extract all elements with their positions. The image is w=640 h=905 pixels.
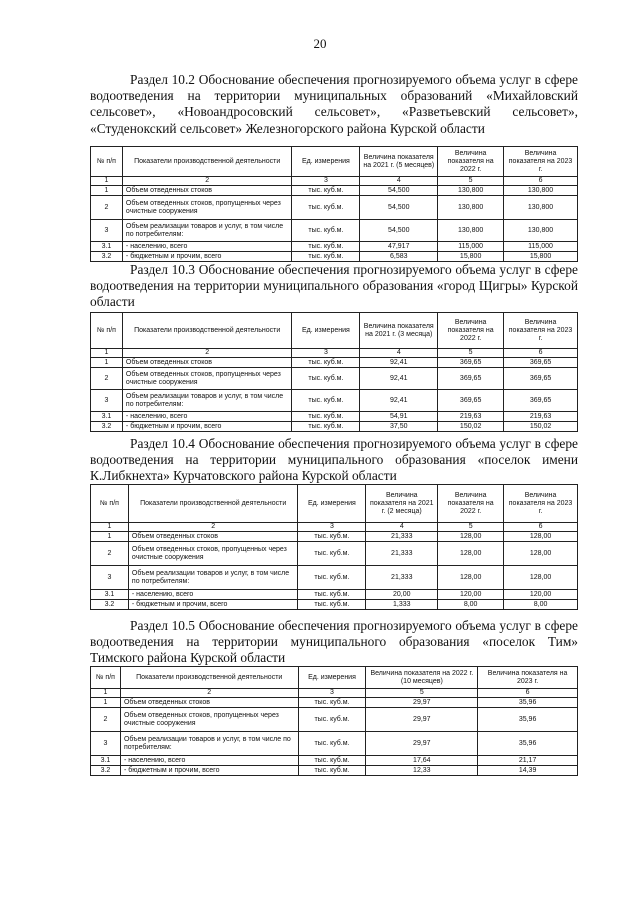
cell: 29,97 [366, 732, 478, 756]
col-number: 6 [504, 177, 578, 186]
cell: 369,65 [504, 358, 578, 368]
table-row [91, 196, 578, 220]
col-header: Величина показателя на 2023 г. [478, 667, 578, 689]
cell: 92,41 [360, 368, 438, 390]
cell: 130,800 [504, 220, 578, 242]
cell: 150,02 [504, 422, 578, 432]
cell: 3 [91, 220, 123, 242]
cell: 115,000 [504, 242, 578, 252]
cell: 29,97 [366, 698, 478, 708]
page-number: 20 [313, 36, 327, 51]
cell: тыс. куб.м. [292, 390, 360, 412]
col-header: Величина показателя на 2022 г. [438, 485, 504, 523]
col-number: 1 [91, 523, 129, 532]
cell: 21,17 [478, 756, 578, 766]
cell: 1 [91, 532, 129, 542]
col-header: Ед. измерения [292, 313, 360, 349]
col-number: 2 [122, 177, 292, 186]
col-number: 5 [366, 689, 478, 698]
cell: тыс. куб.м. [292, 422, 360, 432]
cell: 35,96 [478, 732, 578, 756]
col-number: 1 [91, 349, 123, 358]
table-row [91, 358, 578, 368]
cell: тыс. куб.м. [292, 220, 360, 242]
col-number: 1 [91, 689, 121, 698]
cell: 54,500 [360, 220, 438, 242]
cell: - бюджетным и прочим, всего [128, 600, 298, 610]
cell: Объем отведенных стоков [122, 358, 292, 368]
cell: 130,800 [438, 186, 504, 196]
table-row [91, 242, 578, 252]
cell: 29,97 [366, 708, 478, 732]
cell: 128,00 [504, 532, 578, 542]
cell: 115,000 [438, 242, 504, 252]
cell: тыс. куб.м. [292, 252, 360, 262]
cell: тыс. куб.м. [298, 532, 366, 542]
cell: 17,64 [366, 756, 478, 766]
col-header: № п/п [91, 313, 123, 349]
col-header: Ед. измерения [298, 667, 366, 689]
col-header: Величина показателя на 2021 г. (3 месяца) [360, 313, 438, 349]
cell: Объем отведенных стоков [122, 186, 292, 196]
cell: 2 [91, 542, 129, 566]
cell: 14,39 [478, 766, 578, 776]
cell: 369,65 [438, 358, 504, 368]
col-number: 6 [504, 349, 578, 358]
cell: 369,65 [504, 368, 578, 390]
table-10-2 [90, 146, 578, 262]
cell: тыс. куб.м. [298, 708, 366, 732]
cell: тыс. куб.м. [292, 196, 360, 220]
cell: 8,00 [504, 600, 578, 610]
cell: 369,65 [438, 390, 504, 412]
cell: 1 [91, 358, 123, 368]
col-header: Величина показателя на 2023 г. [504, 485, 578, 523]
cell: Объем отведенных стоков, пропущенных через очистные сооружения [122, 368, 292, 390]
cell: 21,333 [366, 542, 438, 566]
section-10-4-heading: Раздел 10.4 Обоснование обеспечения прогнозируемого объема услуг в сфере водоотведения на территории муниципального образования «поселок имени К.Либкнехта» Курчатовского района Курской области [90, 436, 578, 484]
cell: 2 [91, 196, 123, 220]
cell: - бюджетным и прочим, всего [122, 422, 292, 432]
cell: тыс. куб.м. [298, 766, 366, 776]
table-row [91, 252, 578, 262]
cell: тыс. куб.м. [292, 242, 360, 252]
section-10-3-heading: Раздел 10.3 Обоснование обеспечения прогнозируемого объема услуг в сфере водоотведения на территории муниципального образования «город Щигры» Курской области [90, 262, 578, 310]
col-header: Величина показателя на 2021 г. (5 месяцев) [360, 147, 438, 177]
cell: тыс. куб.м. [298, 566, 366, 590]
cell: 128,00 [438, 542, 504, 566]
cell: тыс. куб.м. [298, 542, 366, 566]
col-number: 3 [298, 523, 366, 532]
cell: 2 [91, 368, 123, 390]
cell: 130,800 [438, 220, 504, 242]
cell: 130,800 [504, 186, 578, 196]
cell: 130,800 [504, 196, 578, 220]
table-row [91, 542, 578, 566]
col-number: 6 [504, 523, 578, 532]
col-number: 5 [438, 177, 504, 186]
cell: Объем отведенных стоков, пропущенных через очистные сооружения [128, 542, 298, 566]
cell: - населению, всего [122, 242, 292, 252]
col-header: Показатели производственной деятельности [122, 147, 292, 177]
cell: тыс. куб.м. [292, 186, 360, 196]
col-number: 4 [360, 349, 438, 358]
cell: тыс. куб.м. [292, 368, 360, 390]
table-row [91, 368, 578, 390]
table-row [91, 756, 578, 766]
section-10-2-heading: Раздел 10.2 Обоснование обеспечения прогнозируемого объема услуг в сфере водоотведения на территории муниципальных образований «Михайловский сельсовет», «Новоандросовский сельсовет», «Разветьевский сельсовет», «Студенокский сельсовет» Железногорского района Курской области [90, 72, 578, 136]
col-header: Величина показателя на 2022 г. [438, 313, 504, 349]
col-number: 3 [292, 177, 360, 186]
cell: 15,800 [504, 252, 578, 262]
cell: тыс. куб.м. [298, 600, 366, 610]
cell: Объем реализации товаров и услуг, в том числе по потребителям: [120, 732, 298, 756]
col-header: № п/п [91, 667, 121, 689]
cell: 12,33 [366, 766, 478, 776]
table-10-3 [90, 312, 578, 432]
col-number: 2 [128, 523, 298, 532]
cell: 3 [91, 566, 129, 590]
cell: 15,800 [438, 252, 504, 262]
cell: Объем отведенных стоков, пропущенных через очистные сооружения [120, 708, 298, 732]
cell: 3.2 [91, 766, 121, 776]
cell: 37,50 [360, 422, 438, 432]
cell: 3 [91, 732, 121, 756]
cell: 128,00 [504, 542, 578, 566]
cell: 128,00 [504, 566, 578, 590]
cell: 3.1 [91, 590, 129, 600]
cell: - населению, всего [128, 590, 298, 600]
cell: Объем отведенных стоков, пропущенных через очистные сооружения [122, 196, 292, 220]
col-number: 4 [366, 523, 438, 532]
cell: 3.1 [91, 242, 123, 252]
table-row [91, 732, 578, 756]
cell: 92,41 [360, 358, 438, 368]
col-header: Величина показателя на 2023 г. [504, 313, 578, 349]
cell: Объем реализации товаров и услуг, в том числе по потребителям: [128, 566, 298, 590]
cell: 3.2 [91, 422, 123, 432]
cell: 54,500 [360, 186, 438, 196]
col-number: 5 [438, 349, 504, 358]
cell: 369,65 [504, 390, 578, 412]
table-row [91, 600, 578, 610]
cell: - бюджетным и прочим, всего [120, 766, 298, 776]
cell: Объем отведенных стоков [120, 698, 298, 708]
cell: 120,00 [438, 590, 504, 600]
cell: тыс. куб.м. [292, 412, 360, 422]
cell: 219,63 [504, 412, 578, 422]
col-header: Величина показателя на 2022 г. [438, 147, 504, 177]
cell: - населению, всего [122, 412, 292, 422]
table-row [91, 390, 578, 412]
cell: тыс. куб.м. [298, 698, 366, 708]
col-number: 3 [298, 689, 366, 698]
col-header: Ед. измерения [292, 147, 360, 177]
cell: тыс. куб.м. [292, 358, 360, 368]
table-10-5 [90, 666, 578, 776]
cell: 3 [91, 390, 123, 412]
cell: 54,91 [360, 412, 438, 422]
section-10-5-heading: Раздел 10.5 Обоснование обеспечения прогнозируемого объема услуг в сфере водоотведения на территории муниципального образования «поселок Тим» Тимского района Курской области [90, 618, 578, 666]
cell: 120,00 [504, 590, 578, 600]
col-header: Показатели производственной деятельности [128, 485, 298, 523]
cell: тыс. куб.м. [298, 590, 366, 600]
table-row [91, 708, 578, 732]
cell: тыс. куб.м. [298, 756, 366, 766]
table-10-4 [90, 484, 578, 610]
cell: 35,96 [478, 698, 578, 708]
cell: 54,500 [360, 196, 438, 220]
cell: 92,41 [360, 390, 438, 412]
cell: 150,02 [438, 422, 504, 432]
table-row [91, 220, 578, 242]
cell: 3.1 [91, 412, 123, 422]
cell: 1,333 [366, 600, 438, 610]
cell: 219,63 [438, 412, 504, 422]
cell: 1 [91, 698, 121, 708]
cell: 21,333 [366, 532, 438, 542]
cell: 128,00 [438, 566, 504, 590]
cell: 2 [91, 708, 121, 732]
col-header: Показатели производственной деятельности [120, 667, 298, 689]
cell: 3.1 [91, 756, 121, 766]
col-number: 3 [292, 349, 360, 358]
cell: 35,96 [478, 708, 578, 732]
table-row [91, 566, 578, 590]
cell: Объем отведенных стоков [128, 532, 298, 542]
cell: тыс. куб.м. [298, 732, 366, 756]
cell: Объем реализации товаров и услуг, в том числе по потребителям: [122, 390, 292, 412]
col-header: Величина показателя на 2023 г. [504, 147, 578, 177]
col-number: 4 [360, 177, 438, 186]
table-row [91, 698, 578, 708]
cell: 47,917 [360, 242, 438, 252]
cell: 3.2 [91, 600, 129, 610]
table-row [91, 590, 578, 600]
cell: - бюджетным и прочим, всего [122, 252, 292, 262]
cell: 3.2 [91, 252, 123, 262]
table-row [91, 532, 578, 542]
table-row [91, 412, 578, 422]
col-header: Показатели производственной деятельности [122, 313, 292, 349]
cell: 21,333 [366, 566, 438, 590]
col-header: Величина показателя на 2021 г. (2 месяца) [366, 485, 438, 523]
col-number: 2 [122, 349, 292, 358]
table-row [91, 186, 578, 196]
col-header: № п/п [91, 147, 123, 177]
cell: - населению, всего [120, 756, 298, 766]
cell: 369,65 [438, 368, 504, 390]
col-number: 1 [91, 177, 123, 186]
col-header: Величина показателя на 2022 г. (10 месяцев) [366, 667, 478, 689]
cell: Объем реализации товаров и услуг, в том числе по потребителям: [122, 220, 292, 242]
col-header: № п/п [91, 485, 129, 523]
table-row [91, 766, 578, 776]
col-number: 2 [120, 689, 298, 698]
col-header: Ед. измерения [298, 485, 366, 523]
col-number: 6 [478, 689, 578, 698]
cell: 20,00 [366, 590, 438, 600]
cell: 128,00 [438, 532, 504, 542]
col-number: 5 [438, 523, 504, 532]
table-row [91, 422, 578, 432]
cell: 8,00 [438, 600, 504, 610]
cell: 130,800 [438, 196, 504, 220]
cell: 6,583 [360, 252, 438, 262]
cell: 1 [91, 186, 123, 196]
